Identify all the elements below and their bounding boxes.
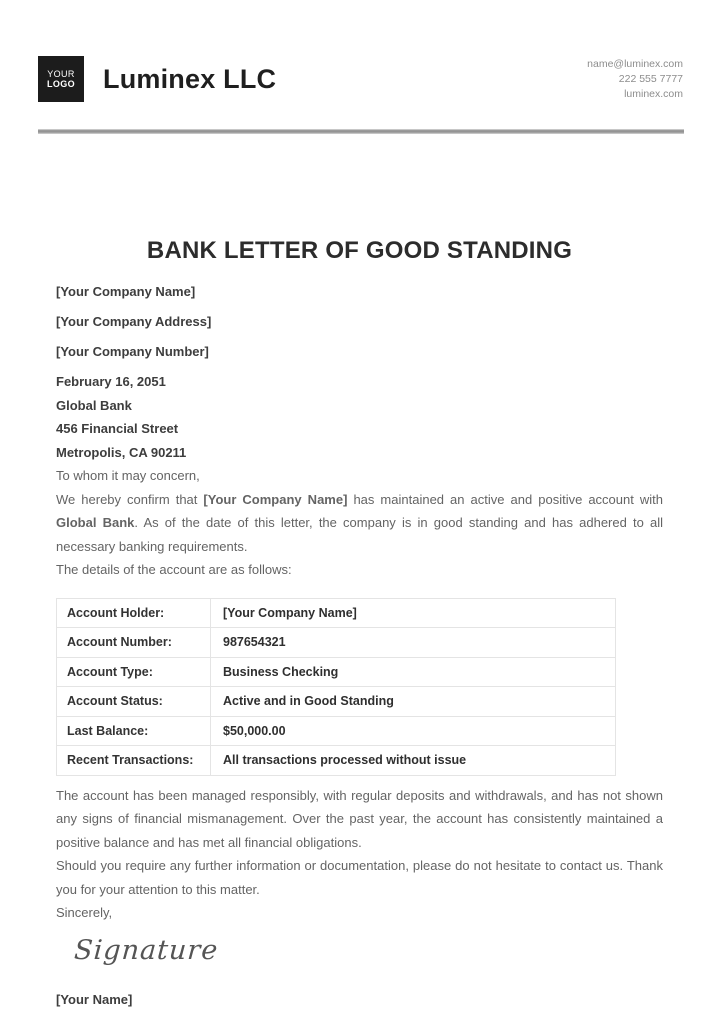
letter-date: February 16, 2051 xyxy=(56,374,166,389)
confirmation-paragraph xyxy=(56,488,663,559)
signature-script: Signature xyxy=(73,934,220,966)
company-number-placeholder: [Your Company Number] xyxy=(56,344,209,359)
table-row xyxy=(57,598,616,628)
detail-label-cell: Recent Transactions: xyxy=(57,746,211,776)
closing: Sincerely, xyxy=(56,905,113,920)
company-name-placeholder: [Your Company Name] xyxy=(56,284,196,299)
detail-label-cell: Account Number: xyxy=(57,628,211,658)
letter-body xyxy=(56,0,663,1009)
recipient-bank-name: Global Bank xyxy=(56,397,132,413)
account-details-table xyxy=(56,598,616,776)
recipient-street: 456 Financial Street xyxy=(56,421,179,436)
contact-email: name@luminex.com xyxy=(587,57,683,70)
body-text: We hereby confirm that xyxy=(56,491,204,507)
body-text: . As of the date of this letter, the company is in good standing and has adhered to all necessary banking requirements. xyxy=(56,515,663,554)
recipient-city-state-zip: Metropolis, CA 90211 xyxy=(56,444,187,460)
body-text: has maintained an active and positive account with xyxy=(347,491,664,507)
detail-value-cell: Active and in Good Standing xyxy=(211,687,616,717)
detail-value-cell: Business Checking xyxy=(211,657,616,687)
table-row xyxy=(57,628,616,658)
table-row xyxy=(57,687,616,717)
signoff-name: [Your Name] xyxy=(56,991,133,1007)
contact-website: luminex.com xyxy=(624,87,683,100)
company-name: Luminex LLC xyxy=(103,63,277,94)
detail-value-cell: [Your Company Name] xyxy=(211,598,616,628)
account-details-rows xyxy=(57,598,616,775)
salutation: To whom it may concern, xyxy=(56,468,200,483)
detail-value-cell: 987654321 xyxy=(211,628,616,658)
table-row xyxy=(57,746,616,776)
detail-value-cell: All transactions processed without issue xyxy=(211,746,616,776)
letter-title: BANK LETTER OF GOOD STANDING xyxy=(146,237,573,264)
detail-label-cell: Account Holder: xyxy=(57,598,211,628)
detail-label-cell: Account Type: xyxy=(57,657,211,687)
detail-label-cell: Account Status: xyxy=(57,687,211,717)
emphasized-text: [Your Company Name] xyxy=(203,491,348,507)
contact-phone: 222 555 7777 xyxy=(618,72,683,85)
details-intro: The details of the account are as follows: xyxy=(56,562,292,577)
management-paragraph: The account has been managed responsibly, with regular deposits and withdrawals, and has not shown any signs of financial mismanagement. Over the past year, the account has consistently maintained a positive balance and has met all financial obligations. xyxy=(56,787,663,850)
contact-paragraph: Should you require any further information or documentation, please do not hesitate to contact us. Thank you for your attention to this matter. xyxy=(56,858,663,897)
logo-text-line1: YOUR xyxy=(47,69,75,79)
logo-text-line2: LOGO xyxy=(46,79,76,89)
table-row xyxy=(57,716,616,746)
emphasized-text: Global Bank xyxy=(56,515,135,530)
company-address-placeholder: [Your Company Address] xyxy=(56,314,212,329)
table-row xyxy=(57,657,616,687)
detail-label-cell: Last Balance: xyxy=(57,716,211,746)
detail-value-cell: $50,000.00 xyxy=(211,716,616,746)
